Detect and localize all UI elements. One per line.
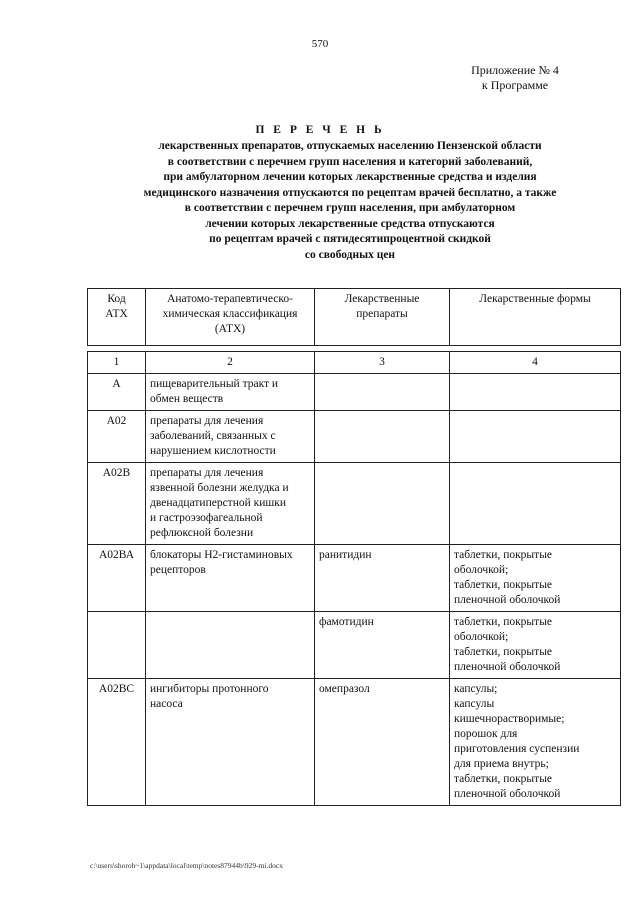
- atc-classification-cell: ингибиторы протонного насоса: [146, 679, 315, 806]
- document-title: П Е Р Е Ч Е Н Ь: [255, 124, 385, 136]
- column-number: 2: [146, 352, 315, 374]
- subtitle-line: медицинского назначения отпускаются по рецептам врачей бесплатно, а также: [143, 186, 557, 199]
- column-number: 1: [88, 352, 146, 374]
- appendix-line-2: к Программе: [481, 78, 549, 92]
- drug-name-cell: [315, 374, 450, 411]
- atc-classification-cell: пищеварительный тракт и обмен веществ: [146, 374, 315, 411]
- table-row: [88, 545, 621, 612]
- table-row: [88, 679, 621, 806]
- drug-name-cell: омепразол: [315, 679, 450, 806]
- footer-file-path: c:\users\shoroh~1\appdata\local\temp\notes87944b\929-mi.docx: [90, 861, 283, 870]
- atc-classification-cell: препараты для лечения заболеваний, связанных с нарушением кислотности: [146, 411, 315, 463]
- atc-classification-cell: [146, 612, 315, 679]
- table-row: [88, 463, 621, 545]
- header-atc-code: Код АТХ: [88, 289, 146, 346]
- document-subtitle: [60, 139, 640, 263]
- atc-classification-cell: препараты для лечения язвенной болезни желудка и двенадцатиперстной кишки и гастроэзофагеальной рефлюксной болезни: [146, 463, 315, 545]
- table-row: [88, 374, 621, 411]
- atc-code-cell: [88, 612, 146, 679]
- dosage-forms-cell: таблетки, покрытые оболочкой; таблетки, покрытые пленочной оболочкой: [450, 545, 621, 612]
- drug-name-cell: [315, 463, 450, 545]
- atc-classification-cell: блокаторы Н2-гистаминовых рецепторов: [146, 545, 315, 612]
- atc-code-cell: А02ВА: [88, 545, 146, 612]
- appendix-line-1: Приложение № 4: [471, 63, 559, 77]
- subtitle-line: по рецептам врачей с пятидесятипроцентной скидкой: [209, 233, 491, 245]
- subtitle-line: при амбулаторном лечении которых лекарственные средства и изделия: [163, 171, 537, 183]
- drug-name-cell: ранитидин: [315, 545, 450, 612]
- dosage-forms-cell: капсулы; капсулы кишечнорастворимые; порошок для приготовления суспензии для приема внутрь; таблетки, покрытые пленочной оболочкой: [450, 679, 621, 806]
- dosage-forms-cell: [450, 463, 621, 545]
- column-number: 3: [315, 352, 450, 374]
- atc-code-cell: А02В: [88, 463, 146, 545]
- drug-name-cell: [315, 411, 450, 463]
- subtitle-line: в соответствии с перечнем групп населения, при амбулаторном: [184, 202, 516, 214]
- subtitle-line: лекарственных препаратов, отпускаемых населению Пензенской области: [158, 140, 542, 152]
- table-header-row: [88, 289, 621, 346]
- atc-code-cell: А02ВС: [88, 679, 146, 806]
- atc-code-cell: А02: [88, 411, 146, 463]
- dosage-forms-cell: [450, 374, 621, 411]
- column-number: 4: [450, 352, 621, 374]
- header-drugs: Лекарственные препараты: [315, 289, 450, 346]
- header-atc-classification: Анатомо-терапевтическо- химическая классификация (АТХ): [146, 289, 315, 346]
- subtitle-line: в соответствии с перечнем групп населения и категорий заболеваний,: [167, 155, 533, 168]
- drug-name-cell: фамотидин: [315, 612, 450, 679]
- dosage-forms-cell: [450, 411, 621, 463]
- table-body: [88, 374, 621, 806]
- dosage-forms-cell: таблетки, покрытые оболочкой; таблетки, покрытые пленочной оболочкой: [450, 612, 621, 679]
- atc-code-cell: А: [88, 374, 146, 411]
- page-number: 570: [311, 38, 329, 50]
- drug-list-table: [87, 288, 621, 806]
- column-number-row: [88, 352, 621, 374]
- appendix-note: [440, 63, 590, 93]
- header-dosage-forms: Лекарственные формы: [450, 289, 621, 346]
- table-row: [88, 411, 621, 463]
- subtitle-line: лечении которых лекарственные средства отпускаются: [205, 217, 495, 230]
- subtitle-line: со свободных цен: [304, 248, 396, 261]
- table-row: [88, 612, 621, 679]
